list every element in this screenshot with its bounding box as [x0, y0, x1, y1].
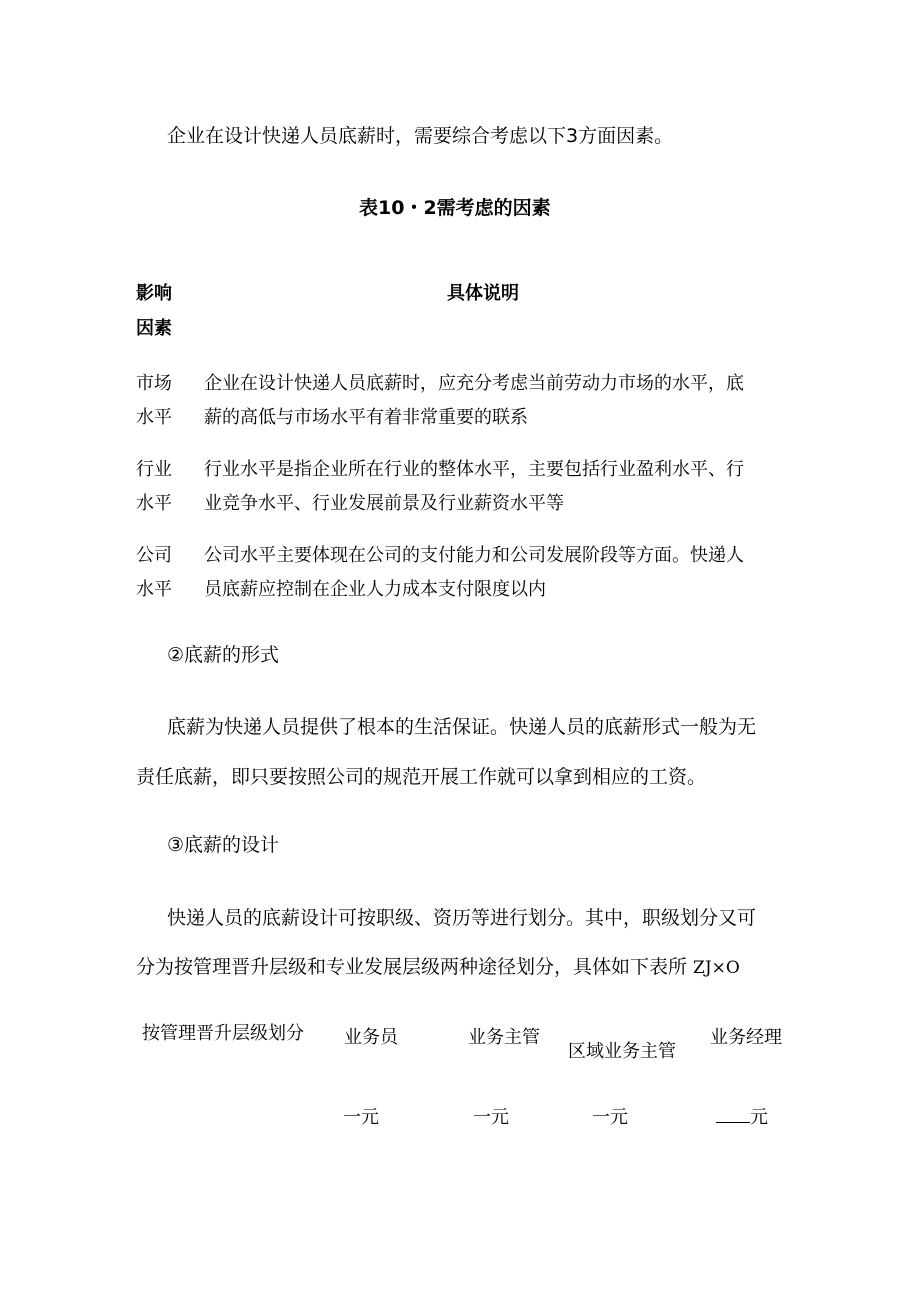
- row-factor-line1: 市场: [136, 373, 172, 394]
- level-header: 业务经理: [710, 1027, 782, 1048]
- amount-cell: 一元: [343, 1107, 379, 1128]
- row-description-line2: 员底薪应控制在企业人力成本支付限度以内: [204, 579, 546, 600]
- amount-cell: 一元: [473, 1107, 509, 1128]
- row-description-line1: 公司水平主要体现在公司的支付能力和公司发展阶段等方面。快递人: [204, 545, 744, 566]
- row-description-line1: 行业水平是指企业所在行业的整体水平，主要包括行业盈利水平、行: [204, 459, 744, 480]
- header-factor-line1: 影响: [136, 283, 172, 304]
- row-description-line1: 企业在设计快递人员底薪时，应充分考虑当前劳动力市场的水平，底: [204, 373, 744, 394]
- header-description: 具体说明: [447, 283, 519, 304]
- row-factor-line2: 水平: [136, 407, 172, 428]
- section-heading-base-salary-design: ③底薪的设计: [167, 834, 280, 856]
- level-header: 业务员: [344, 1027, 398, 1048]
- row-description-line2: 业竞争水平、行业发展前景及行业薪资水平等: [204, 493, 564, 514]
- blank-underline: [716, 1106, 750, 1123]
- paragraph-line: 底薪为快递人员提供了根本的生活保证。快递人员的底薪形式一般为无: [167, 716, 757, 738]
- section-heading-base-salary-form: ②底薪的形式: [167, 644, 280, 666]
- table-title: 表10・2需考虑的因素: [359, 197, 551, 219]
- row-factor-line2: 水平: [136, 579, 172, 600]
- row-factor-line2: 水平: [136, 493, 172, 514]
- level-row-label: 按管理晋升层级划分: [142, 1023, 304, 1044]
- amount-unit: 元: [750, 1107, 768, 1128]
- row-factor-line1: 行业: [136, 459, 172, 480]
- level-header: 区域业务主管: [568, 1041, 676, 1062]
- row-description-line2: 薪的高低与市场水平有着非常重要的联系: [204, 407, 528, 428]
- amount-cell: [716, 1103, 768, 1129]
- paragraph-line: [136, 952, 740, 979]
- level-header: 业务主管: [468, 1027, 540, 1048]
- paragraph-suffix: ZJ×O: [693, 958, 740, 978]
- row-factor-line1: 公司: [136, 545, 172, 566]
- amount-cell: 一元: [592, 1107, 628, 1128]
- paragraph-line: 快递人员的底薪设计可按职级、资历等进行划分。其中，职级划分又可: [167, 907, 757, 929]
- paragraph-line: 责任底薪，即只要按照公司的规范开展工作就可以拿到相应的工资。: [136, 766, 707, 788]
- paragraph-text: 分为按管理晋升层级和专业发展层级两种途径划分，具体如下表所: [136, 956, 688, 978]
- header-factor-line2: 因素: [136, 318, 172, 339]
- intro-paragraph: 企业在设计快递人员底薪时，需要综合考虑以下3方面因素。: [167, 125, 674, 147]
